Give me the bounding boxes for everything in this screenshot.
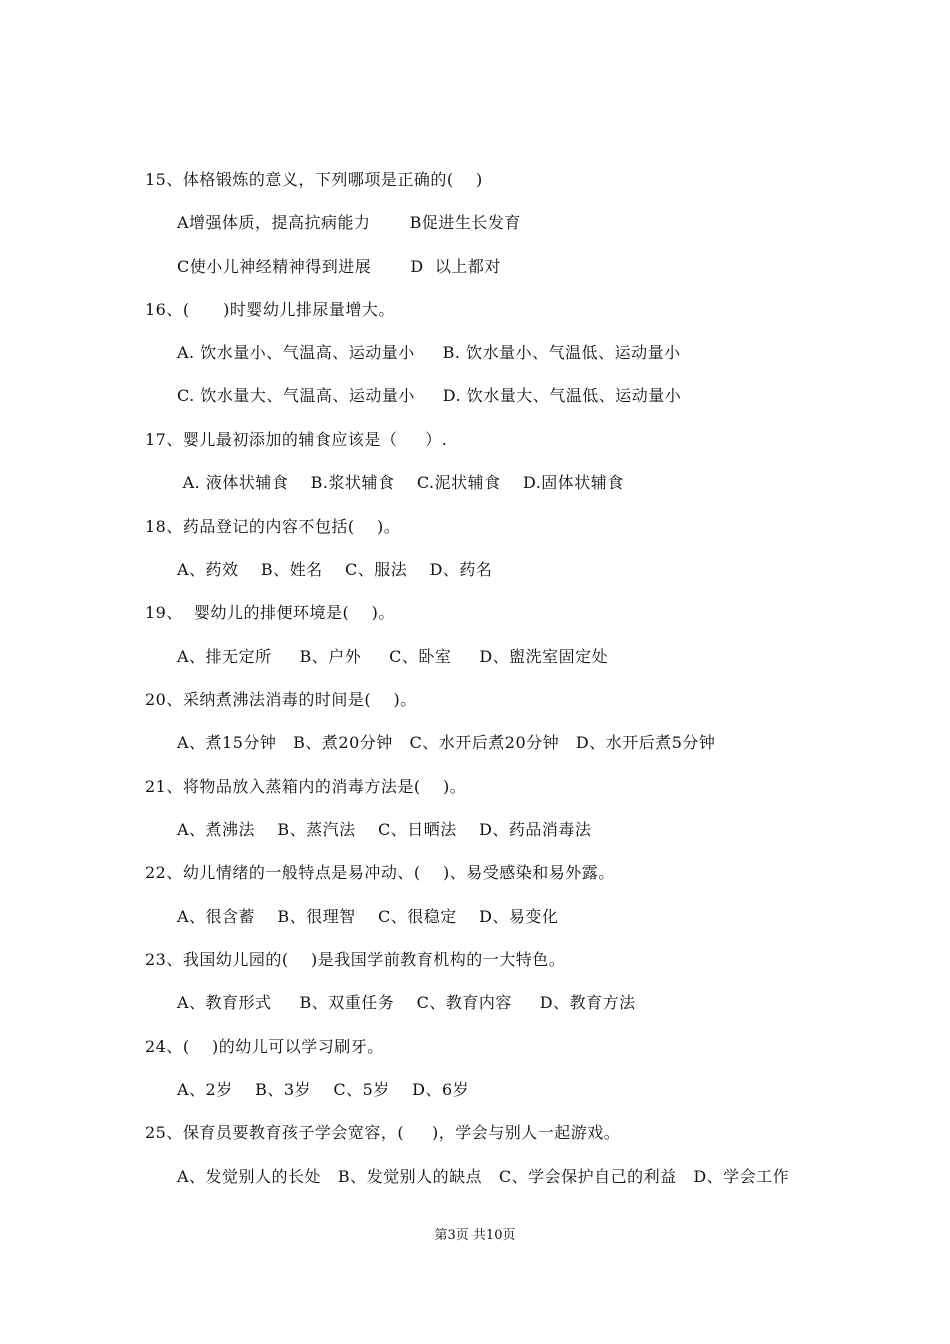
question-25: 25、保育员要教育孩子学会宽容，( )，学会与别人一起游戏。 — [145, 1123, 621, 1142]
question-24: 24、( )的幼儿可以学习刷牙。 — [145, 1037, 384, 1056]
question-16: 16、( )时婴幼儿排尿量增大。 — [145, 300, 395, 319]
question-22: 22、幼儿情绪的一般特点是易冲动、( )、易受感染和易外露。 — [145, 863, 615, 882]
question-15: 15、体格锻炼的意义，下列哪项是正确的( ) — [145, 170, 483, 189]
question-21: 21、将物品放入蒸箱内的消毒方法是( )。 — [145, 777, 467, 796]
question-20-options: A、煮15分钟 B、煮20分钟 C、水开后煮20分钟 D、水开后煮5分钟 — [177, 733, 716, 752]
question-15-options-2: C使小儿神经精神得到进展 D 以上都对 — [177, 257, 501, 276]
question-24-options: A、2岁 B、3岁 C、5岁 D、6岁 — [177, 1080, 470, 1099]
question-16-options-2: C. 饮水量大、气温高、运动量小 D. 饮水量大、气温低、运动量小 — [177, 386, 682, 405]
question-25-options: A、发觉别人的长处 B、发觉别人的缺点 C、学会保护自己的利益 D、学会工作 — [177, 1167, 790, 1186]
question-20: 20、采纳煮沸法消毒的时间是( )。 — [145, 690, 417, 709]
question-17-options: A. 液体状辅食 B.浆状辅食 C.泥状辅食 D.固体状辅食 — [177, 473, 624, 492]
question-16-options-1: A. 饮水量小、气温高、运动量小 B. 饮水量小、气温低、运动量小 — [177, 343, 681, 362]
question-19-options: A、排无定所 B、户外 C、卧室 D、盥洗室固定处 — [177, 647, 609, 666]
question-21-options: A、煮沸法 B、蒸汽法 C、日晒法 D、药品消毒法 — [177, 820, 592, 839]
question-18-options: A、药效 B、姓名 C、服法 D、药名 — [177, 560, 493, 579]
question-19: 19、 婴幼儿的排便环境是( )。 — [145, 603, 395, 622]
page-number: 第3页 共10页 — [434, 1228, 516, 1243]
question-18: 18、药品登记的内容不包括( )。 — [145, 517, 401, 536]
question-22-options: A、很含蓄 B、很理智 C、很稳定 D、易变化 — [177, 907, 559, 926]
question-23: 23、我国幼儿园的( )是我国学前教育机构的一大特色。 — [145, 950, 566, 969]
question-23-options: A、教育形式 B、双重任务 C、教育内容 D、教育方法 — [177, 993, 636, 1012]
question-17: 17、婴儿最初添加的辅食应该是（ ）. — [145, 430, 448, 449]
question-15-options-1: A增强体质，提高抗病能力 B促进生长发育 — [177, 213, 521, 232]
